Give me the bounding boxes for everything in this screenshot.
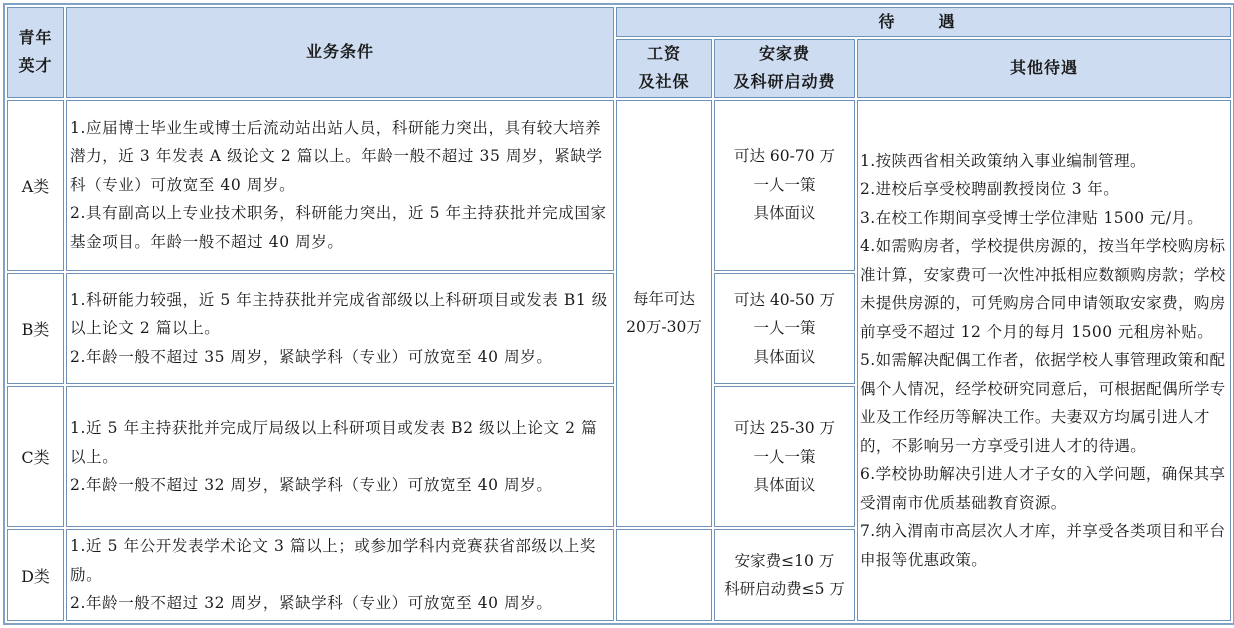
settlement-a-note: 具体面议: [753, 204, 816, 223]
settlement-b-policy: 一人一策: [753, 319, 816, 338]
header-settlement-label: 安家费 及科研启动费: [733, 44, 836, 92]
other-benefit-7: 7.纳入渭南市高层次人才库，并享受各类项目和平台申报等优惠政策。: [860, 522, 1226, 569]
settlement-b: [714, 273, 855, 385]
settlement-c-note: 具体面议: [753, 476, 816, 495]
header-benefits: [616, 7, 1231, 37]
requirements-d: [66, 529, 614, 621]
requirement-b-2: 2.年龄一般不超过 35 周岁，紧缺学科（专业）可放宽至 40 周岁。: [70, 347, 553, 366]
other-benefit-2: 2.进校后享受校聘副教授岗位 3 年。: [860, 180, 1120, 199]
header-category-label: 青年 英才: [18, 28, 53, 76]
header-benefits-label: 待 遇: [878, 12, 969, 32]
salary-value: 每年可达 20万-30万: [626, 289, 702, 337]
other-benefit-5: 5.如需解决配偶工作者，依据学校人事管理政策和配偶个人情况，经学校研究同意后，可根据配偶所学专业及工作经历等解决工作。夫妻双方均属引进人才的，不影响另一方享受引进人才的待遇。: [860, 351, 1226, 455]
requirement-b-1: 1.科研能力较强，近 5 年主持获批并完成省部级以上科研项目或发表 B1 级以上论文 2 篇以上。: [70, 290, 608, 338]
requirement-a-1: 1.应届博士毕业生或博士后流动站出站人员，科研能力突出，具有较大培养潜力，近 3 年发表 A 级论文 2 篇以上。年龄一般不超过 35 周岁，紧缺学科（专业）可放宽至 40 周岁。: [70, 118, 603, 194]
settlement-d: [714, 529, 855, 621]
category-d: [7, 529, 64, 621]
header-requirements-label: 业务条件: [305, 42, 374, 62]
other-benefits: [857, 100, 1231, 621]
requirement-c-1: 1.近 5 年主持获批并完成厅局级以上科研项目或发表 B2 级以上论文 2 篇以上。: [70, 419, 598, 466]
requirements-c: [66, 386, 614, 527]
header-salary: [616, 39, 712, 97]
header-requirements: [66, 7, 614, 98]
category-d-label: D类: [21, 566, 50, 586]
header-category: [7, 7, 64, 98]
talent-policy-table: [3, 3, 1234, 625]
category-a-label: A类: [21, 176, 50, 196]
category-c: [7, 386, 64, 527]
settlement-d-research: 科研启动费≤5 万: [724, 580, 845, 599]
category-b: [7, 273, 64, 385]
requirement-d-2: 2.年龄一般不超过 32 周岁，紧缺学科（专业）可放宽至 40 周岁。: [70, 594, 553, 613]
salary-cell: [616, 100, 712, 528]
requirements-a: [66, 100, 614, 271]
settlement-c-amount: 可达 25-30 万: [733, 419, 836, 438]
header-other-label: 其他待遇: [1010, 58, 1079, 78]
other-benefit-4: 4.如需购房者，学校提供房源的，按当年学校购房标准计算，安家费可一次性冲抵相应数额购房款；学校未提供房源的，可凭购房合同申请领取安家费，购房前享受不超过 12 个月的每月 1500 元租房补贴。: [860, 237, 1226, 341]
settlement-b-note: 具体面议: [753, 347, 816, 366]
settlement-b-amount: 可达 40-50 万: [733, 290, 836, 309]
settlement-a-amount: 可达 60-70 万: [733, 147, 836, 166]
settlement-a: [714, 100, 855, 271]
other-benefit-6: 6.学校协助解决引进人才子女的入学问题，确保其享受渭南市优质基础教育资源。: [860, 465, 1226, 512]
settlement-c-policy: 一人一策: [753, 447, 816, 466]
settlement-c: [714, 386, 855, 527]
requirement-a-2: 2.具有副高以上专业技术职务，科研能力突出，近 5 年主持获批并完成国家基金项目。年龄一般不超过 40 周岁。: [70, 204, 607, 251]
header-other: [857, 39, 1231, 97]
settlement-a-policy: 一人一策: [753, 175, 816, 194]
requirement-d-1: 1.近 5 年公开发表学术论文 3 篇以上；或参加学科内竞赛获省部级以上奖励。: [70, 537, 596, 584]
requirements-b: [66, 273, 614, 385]
category-b-label: B类: [21, 320, 50, 340]
header-settlement: [714, 39, 855, 97]
requirement-c-2: 2.年龄一般不超过 32 周岁，紧缺学科（专业）可放宽至 40 周岁。: [70, 476, 553, 495]
category-a: [7, 100, 64, 271]
other-benefit-1: 1.按陕西省相关政策纳入事业编制管理。: [860, 151, 1146, 170]
settlement-d-home: 安家费≤10 万: [734, 551, 835, 570]
other-benefit-3: 3.在校工作期间享受博士学位津贴 1500 元/月。: [860, 208, 1204, 227]
salary-cell-d: [616, 529, 712, 621]
header-salary-label: 工资 及社保: [638, 44, 690, 92]
category-c-label: C类: [21, 448, 50, 468]
